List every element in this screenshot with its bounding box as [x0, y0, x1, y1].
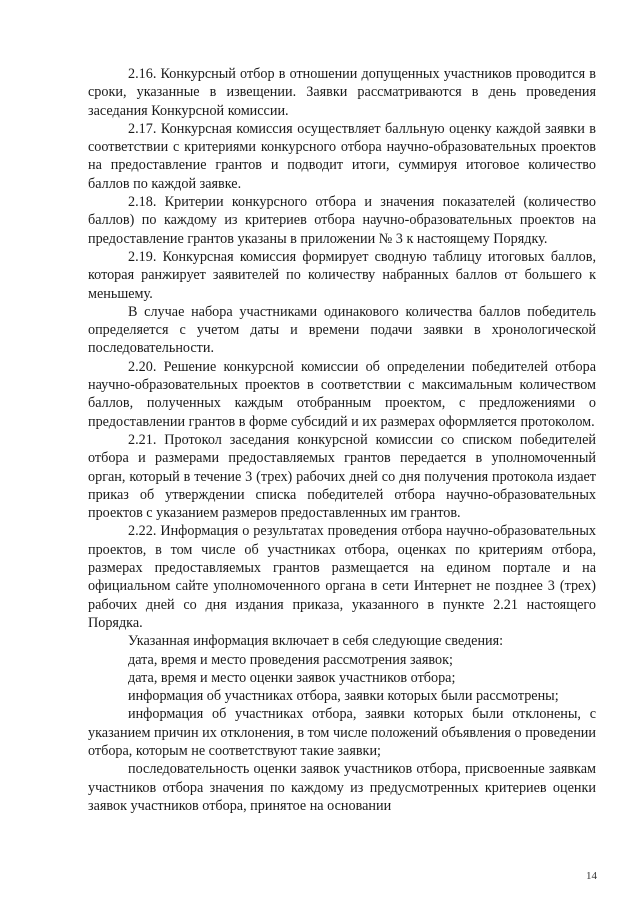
list-item-evaluation-sequence: последовательность оценки заявок участников отбора, присвоенные заявкам участников отбора значения по каждому из предусмотренных критериев оценки заявок участников отбора, принятое на основании — [88, 761, 596, 814]
list-item-reviewed-participants: информация об участниках отбора, заявки которых были рассмотрены; — [128, 688, 559, 705]
paragraph-2-18: 2.18. Критерии конкурсного отбора и значения показателей (количество баллов) по каждому из критериев отбора научно-образовательных проектов на предоставление грантов указаны в приложении № 3 к настоящему Порядку. — [88, 194, 596, 247]
document-body — [88, 65, 596, 815]
list-item-review-date: дата, время и место проведения рассмотрения заявок; — [128, 651, 453, 668]
paragraph-2-22: 2.22. Информация о результатах проведения отбора научно-образовательных проектов, в том числе об участниках отбора, оценках по критериям отбора, размерах предоставляемых грантов размещается на едином портале и на официальном сайте уполномоченного органа в сети Интернет не позднее 3 (трех) рабочих дней со дня издания приказа, указанного в пункте 2.21 настоящего Порядка. — [88, 523, 596, 631]
list-item-evaluation-date: дата, время и место оценки заявок участников отбора; — [128, 669, 456, 686]
page-number: 14 — [586, 870, 597, 882]
paragraph-2-16: 2.16. Конкурсный отбор в отношении допущенных участников проводится в сроки, указанные в извещении. Заявки рассматриваются в день проведения заседания Конкурсной комиссии. — [88, 66, 596, 119]
paragraph-2-21: 2.21. Протокол заседания конкурсной комиссии со списком победителей отбора и размерами предоставляемых грантов передается в уполномоченный орган, который в течение 3 (трех) рабочих дней со дня получения протокола издает приказ об утверждении списка победителей отбора научно-образовательных проектов с указанием размеров предоставленных им грантов. — [88, 431, 596, 522]
paragraph-2-20: 2.20. Решение конкурсной комиссии об определении победителей отбора научно-образовательных проектов в соответствии с максимальным количеством баллов, полученных каждым отобранным проектом, с предложениями о предоставлении грантов в форме субсидий и их размерах оформляется протоколом. — [88, 358, 596, 430]
paragraph-tie-rule: В случае набора участниками одинакового количества баллов победитель определяется с учетом даты и времени подачи заявки в хронологической последовательности. — [88, 303, 596, 357]
list-item-rejected-participants: информация об участниках отбора, заявки которых были отклонены, с указанием причин их отклонения, в том числе положений объявления о проведении отбора, которым не соответствуют такие заявки; — [88, 706, 596, 759]
paragraph-2-19: 2.19. Конкурсная комиссия формирует сводную таблицу итоговых баллов, которая ранжирует заявителей по количеству набранных баллов от большего к меньшему. — [88, 248, 596, 302]
paragraph-2-17: 2.17. Конкурсная комиссия осуществляет балльную оценку каждой заявки в соответствии с критериями конкурсного отбора научно-образовательных проектов на предоставление грантов и подводит итоги, суммируя итоговое количество баллов по каждой заявке. — [88, 120, 596, 192]
paragraph-info-intro: Указанная информация включает в себя следующие сведения: — [128, 633, 504, 650]
